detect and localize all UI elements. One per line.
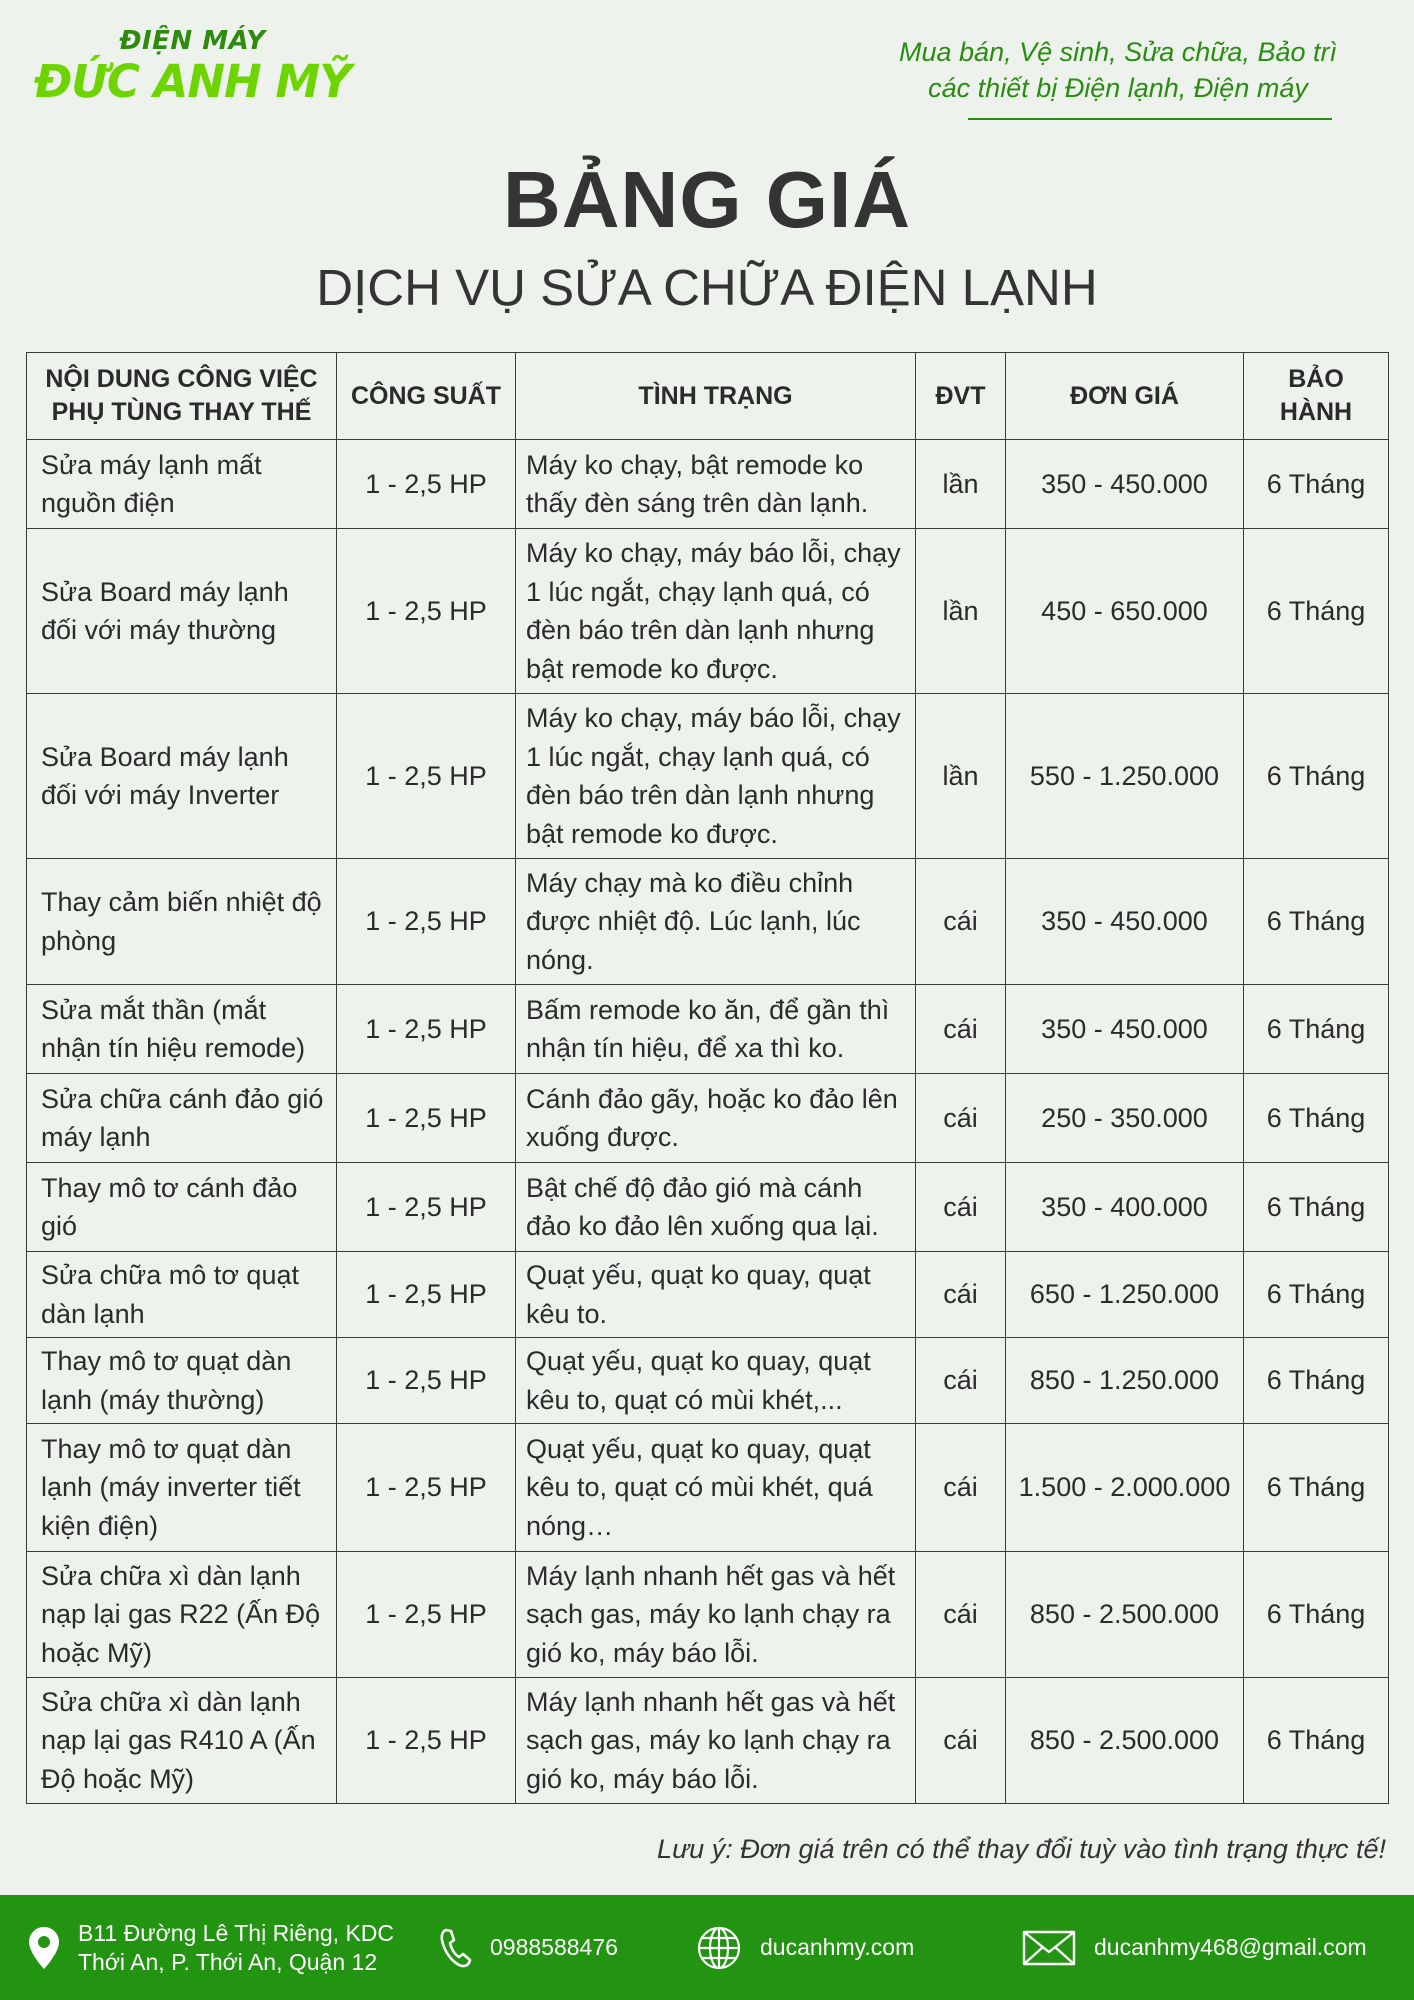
cell-task: Sửa mắt thần (mắt nhận tín hiệu remode) [27,985,337,1074]
header-price: ĐƠN GIÁ [1006,353,1244,440]
table-row [27,440,1389,529]
footer-address [28,1895,394,2000]
cell-unit: cái [916,1678,1006,1804]
cell-unit: cái [916,1552,1006,1678]
table-row [27,529,1389,694]
table-row [27,694,1389,859]
table-row [27,1074,1389,1163]
table-header-row [27,353,1389,440]
footer-contact-bar [0,1895,1414,2000]
cell-unit: cái [916,1424,1006,1552]
cell-capacity: 1 - 2,5 HP [337,440,516,529]
tagline-line2: các thiết bị Điện lạnh, Điện máy [928,73,1308,103]
cell-warranty: 6 Tháng [1244,1338,1389,1424]
tagline [858,34,1378,106]
cell-capacity: 1 - 2,5 HP [337,1678,516,1804]
cell-task: Thay cảm biến nhiệt độ phòng [27,859,337,985]
email-text[interactable]: ducanhmy468@gmail.com [1094,1934,1367,1960]
cell-unit: lần [916,529,1006,694]
cell-warranty: 6 Tháng [1244,529,1389,694]
cell-warranty: 6 Tháng [1244,1252,1389,1338]
cell-status: Máy lạnh nhanh hết gas và hết sạch gas, máy ko lạnh chạy ra gió ko, máy báo lỗi. [516,1678,916,1804]
cell-task: Thay mô tơ quạt dàn lạnh (máy inverter tiết kiện điện) [27,1424,337,1552]
cell-status: Máy chạy mà ko điều chỉnh được nhiệt độ. Lúc lạnh, lúc nóng. [516,859,916,985]
cell-price: 850 - 2.500.000 [1006,1552,1244,1678]
tagline-underline [968,118,1332,120]
table-row [27,1252,1389,1338]
address-line1: B11 Đường Lê Thị Riêng, KDC [78,1919,395,1946]
cell-price: 650 - 1.250.000 [1006,1252,1244,1338]
cell-warranty: 6 Tháng [1244,859,1389,985]
cell-status: Máy ko chạy, máy báo lỗi, chạy 1 lúc ngắt, chạy lạnh quá, có đèn báo trên dàn lạnh nhưng bật remode ko được. [516,694,916,859]
cell-warranty: 6 Tháng [1244,1678,1389,1804]
tagline-line1: Mua bán, Vệ sinh, Sửa chữa, Bảo trì [899,37,1337,67]
footer-phone[interactable] [440,1895,618,2000]
header-capacity: CÔNG SUẤT [337,353,516,440]
footer-email[interactable] [1022,1895,1367,2000]
cell-status: Quạt yếu, quạt ko quay, quạt kêu to. [516,1252,916,1338]
address-line2: Thới An, P. Thới An, Quận 12 [78,1948,378,1975]
cell-price: 350 - 450.000 [1006,985,1244,1074]
table-row [27,1552,1389,1678]
header-warranty: BẢO HÀNH [1244,353,1389,440]
cell-capacity: 1 - 2,5 HP [337,1552,516,1678]
table-row [27,859,1389,985]
cell-capacity: 1 - 2,5 HP [337,1424,516,1552]
cell-unit: cái [916,1252,1006,1338]
price-note: Lưu ý: Đơn giá trên có thể thay đổi tuỳ vào tình trạng thực tế! [657,1834,1386,1864]
cell-status: Quạt yếu, quạt ko quay, quạt kêu to, quạt có mùi khét,... [516,1338,916,1424]
cell-task: Thay mô tơ quạt dàn lạnh (máy thường) [27,1338,337,1424]
cell-status: Máy ko chạy, máy báo lỗi, chạy 1 lúc ngắt, chạy lạnh quá, có đèn báo trên dàn lạnh nhưng bật remode ko được. [516,529,916,694]
header-task-line1: NỘI DUNG CÔNG VIỆC [45,365,318,393]
cell-unit: lần [916,440,1006,529]
header-task [27,353,337,440]
header-status: TÌNH TRẠNG [516,353,916,440]
price-table-body [27,440,1389,1804]
cell-unit: cái [916,859,1006,985]
page-subtitle: DỊCH VỤ SỬA CHỮA ĐIỆN LẠNH [316,259,1098,316]
globe-icon [696,1925,742,1971]
cell-price: 350 - 450.000 [1006,859,1244,985]
cell-price: 850 - 2.500.000 [1006,1678,1244,1804]
brand-logo-name: ĐỨC ANH MỸ [34,55,351,108]
cell-task: Sửa chữa cánh đảo gió máy lạnh [27,1074,337,1163]
cell-unit: cái [916,985,1006,1074]
website-text[interactable]: ducanhmy.com [760,1934,915,1960]
cell-warranty: 6 Tháng [1244,440,1389,529]
cell-status: Máy lạnh nhanh hết gas và hết sạch gas, máy ko lạnh chạy ra gió ko, máy báo lỗi. [516,1552,916,1678]
cell-status: Bật chế độ đảo gió mà cánh đảo ko đảo lên xuống qua lại. [516,1163,916,1252]
cell-capacity: 1 - 2,5 HP [337,859,516,985]
cell-status: Quạt yếu, quạt ko quay, quạt kêu to, quạt có mùi khét, quá nóng… [516,1424,916,1552]
cell-unit: lần [916,694,1006,859]
cell-capacity: 1 - 2,5 HP [337,1338,516,1424]
table-row [27,1163,1389,1252]
cell-warranty: 6 Tháng [1244,1552,1389,1678]
page-title: BẢNG GIÁ [503,155,911,244]
cell-price: 550 - 1.250.000 [1006,694,1244,859]
cell-price: 350 - 400.000 [1006,1163,1244,1252]
cell-status: Cánh đảo gãy, hoặc ko đảo lên xuống được. [516,1074,916,1163]
cell-task: Sửa máy lạnh mất nguồn điện [27,440,337,529]
location-pin-icon [28,1926,60,1970]
cell-capacity: 1 - 2,5 HP [337,529,516,694]
cell-status: Máy ko chạy, bật remode ko thấy đèn sáng trên dàn lạnh. [516,440,916,529]
cell-warranty: 6 Tháng [1244,694,1389,859]
table-row [27,1338,1389,1424]
cell-warranty: 6 Tháng [1244,1074,1389,1163]
cell-capacity: 1 - 2,5 HP [337,1163,516,1252]
cell-warranty: 6 Tháng [1244,1163,1389,1252]
header-unit: ĐVT [916,353,1006,440]
price-table [26,352,1389,1804]
phone-text[interactable]: 0988588476 [490,1934,618,1960]
footer-website[interactable] [696,1895,914,2000]
cell-task: Sửa chữa mô tơ quạt dàn lạnh [27,1252,337,1338]
cell-price: 250 - 350.000 [1006,1074,1244,1163]
phone-icon [440,1928,472,1968]
brand-logo-top: ĐIỆN MÁY [119,26,266,56]
cell-capacity: 1 - 2,5 HP [337,1074,516,1163]
cell-unit: cái [916,1074,1006,1163]
cell-status: Bấm remode ko ăn, để gần thì nhận tín hiệu, để xa thì ko. [516,985,916,1074]
cell-price: 350 - 450.000 [1006,440,1244,529]
address-text [78,1919,394,1977]
cell-warranty: 6 Tháng [1244,1424,1389,1552]
cell-warranty: 6 Tháng [1244,985,1389,1074]
cell-task: Sửa chữa xì dàn lạnh nạp lại gas R410 A (Ấn Độ hoặc Mỹ) [27,1678,337,1804]
cell-unit: cái [916,1338,1006,1424]
cell-price: 1.500 - 2.000.000 [1006,1424,1244,1552]
cell-task: Sửa Board máy lạnh đối với máy Inverter [27,694,337,859]
cell-unit: cái [916,1163,1006,1252]
cell-price: 450 - 650.000 [1006,529,1244,694]
mail-icon [1022,1930,1076,1966]
cell-task: Sửa chữa xì dàn lạnh nạp lại gas R22 (Ấn Độ hoặc Mỹ) [27,1552,337,1678]
cell-task: Thay mô tơ cánh đảo gió [27,1163,337,1252]
cell-capacity: 1 - 2,5 HP [337,1252,516,1338]
cell-task: Sửa Board máy lạnh đối với máy thường [27,529,337,694]
cell-capacity: 1 - 2,5 HP [337,985,516,1074]
header-task-line2: PHỤ TÙNG THAY THẾ [51,398,312,426]
table-row [27,1424,1389,1552]
brand-logo [20,26,365,108]
cell-price: 850 - 1.250.000 [1006,1338,1244,1424]
cell-capacity: 1 - 2,5 HP [337,694,516,859]
table-row [27,1678,1389,1804]
table-row [27,985,1389,1074]
